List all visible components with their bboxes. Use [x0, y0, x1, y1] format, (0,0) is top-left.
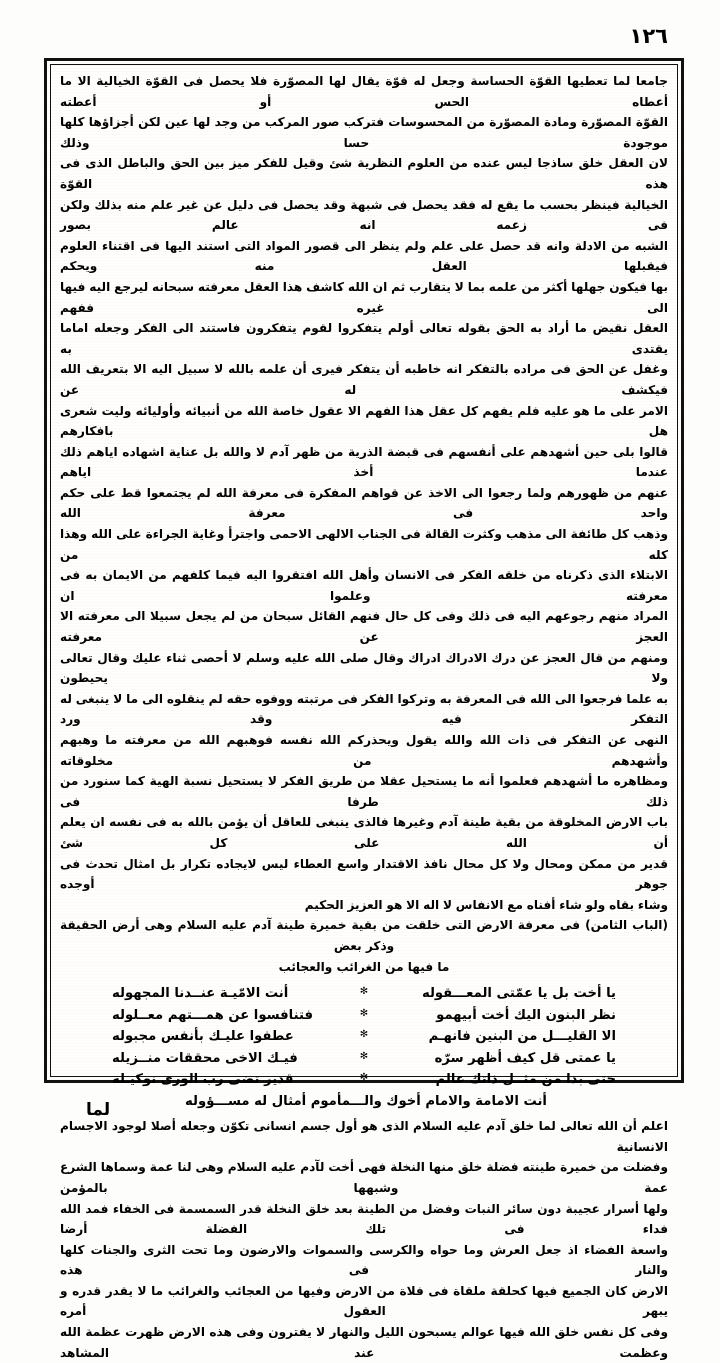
text-line: الابتلاء الذى ذكرناه من خلقه الفكر فى الانسان وأهل الله افتقروا اليه فيما كلفهم من الايمان به فى معرفته وعلموا ان — [60, 568, 668, 603]
text-line: الشبه من الادلة وانه قد حصل على علم ولم ينظر الى قصور المواد التى استند اليها فى اقتناء العلوم فيقبلها العقل منه ويحكم — [60, 238, 668, 274]
text-line: اعلم أن الله تعالى لما خلق آدم عليه السلام الذى هو أول جسم انسانى تكوّن وجعله أصلا لوجود الاجسام الانسانية — [60, 1119, 668, 1154]
text-line: ومظاهره ما أشهدهم فعلموا أنه ما يستحيل عقلا من طريق الفكر لا يستحيل نسبة الهية كما سنورد من ذلك طرفا فى — [60, 774, 668, 809]
text-line: عنهم من ظهورهم ولما رجعوا الى الاخذ عن قواهم المفكرة فى معرفة الله لم يجتمعوا قط على حكم واحد فى معرفة الله — [60, 485, 668, 521]
text-line: قالوا بلى حين أشهدهم على أنفسهم فى قبضة الذرية من ظهر آدم لا والله بل عناية اشهاده اياهم ذلك عندما أخذ اياهم — [60, 444, 668, 480]
text-line: به علما فرجعوا الى الله فى المعرفة به وتركوا الفكر فى مرتبته ووفوه حقه لم ينقلوه الى ما لا ينبغى له التفكر فيه وقد ورد — [60, 691, 668, 727]
hemistich-first: حتى بدا من مثــل ذاتك عالم — [435, 1072, 616, 1088]
text-line: ومنهم من قال العجز عن درك الادراك ادراك وقال صلى الله عليه وسلم لا أحصى ثناء عليك وقال تعالى ولا يحيطون — [60, 650, 668, 686]
text-line: العقل نقيض ما أراد به الحق بقوله تعالى أولم يتفكروا لقوم يتفكرون فاستند الى الفكر وجعله اماما يقتدى به — [60, 321, 668, 356]
text-line: الخيالية فينظر بحسب ما يقع له فقد يحصل فى شبهة وقد يحصل فى دليل عن غير علم منه بذلك ولكن فى زعمه انه عالم بصور — [60, 197, 668, 233]
hemistich-first: يا أخت بل يا عمّتى المعـــقوله — [421, 986, 616, 1002]
text-line: وذهب كل طائفة الى مذهب وكثرت القالة فى الجناب الالهى الاحمى واجترأ وغاية الجراءة على الله وهذا كله من — [60, 527, 668, 562]
verse-separator-icon: ✻ — [359, 1050, 369, 1062]
text-frame-inner — [50, 64, 678, 1360]
text-line: الامر على ما هو عليه فلم يفهم كل عقل هذا الفهم الا عقول خاصة الله من أنبيائه وأوليائه وليت شعرى هل بافكارهم — [60, 403, 668, 439]
chapter-subtitle: فى معرفة الارض التى خلقت من بقية خميرة طينة آدم عليه السلام وهى أرض الحقيقة وذكر بعض — [60, 918, 581, 953]
text-line: النهى عن التفكر فى ذات الله والله يقول ويحذركم الله نفسه فوهبهم الله من معرفته ما وهبهم وأشهدهم من مخلوقاته — [60, 733, 668, 768]
text-frame-outer — [44, 58, 684, 1360]
page-number: ١٢٦ — [629, 24, 668, 48]
catchword: لما — [86, 1100, 111, 1120]
hemistich-first: نظر البنون اليك أخت أبيهمو — [436, 1007, 616, 1023]
body-paragraph — [60, 71, 668, 915]
hemistich-first: أنت الامامة والامام أخوك والـــمأموم أمثال له مســـؤوله — [185, 1093, 547, 1109]
text-line: المراد منهم رجوعهم اليه فى ذلك وفى كل حال فنهم القائل سبحان من لم يجعل سبيلا الى معرفته الا العجز عن معرفته — [60, 609, 668, 645]
hemistich-first: يا عمتى قل كيف أظهر سرّه — [434, 1050, 616, 1066]
text-line: باب الارض المخلوقة من بقية طينة آدم وغيرها فالذى ينبغى للعاقل أن يؤمن بالله به فى نفسه ان يعلم أن الله على كل شئ — [60, 815, 668, 850]
text-line: واسعة الفضاء اذ جعل العرش وما حواه والكرسى والسموات والارضون وما تحت الثرى والجنات كلها والنار فى هذه — [60, 1242, 668, 1278]
hemistich-first: الا القليـــل من البنين فانهـم — [428, 1029, 616, 1045]
verse-separator-icon: ✻ — [359, 1007, 369, 1019]
text-line: الارض كان الجميع فيها كحلقة ملقاة فى فلاة من الارض وفيها من العجائب والغرائب ما لا يقدر قدره و يبهر العقول أمره — [60, 1283, 668, 1319]
verse-separator-icon: ✻ — [359, 986, 369, 998]
verse-line — [112, 1026, 616, 1048]
verse-line — [112, 1091, 616, 1113]
hemistich-second: أنت الامّيـة عنــدنا المجهوله — [112, 986, 289, 1002]
poem — [60, 983, 668, 1112]
text-line: وفى كل نفس خلق الله فيها عوالم يسبحون الليل والنهار لا يفترون وفى هذه الارض ظهرت عظمة الله وعظمت عند المشاهد — [60, 1325, 668, 1360]
hemistich-second: عطفوا عليـك بأنفس مجبوله — [112, 1029, 294, 1045]
verse-separator-icon: ✻ — [359, 1072, 369, 1084]
closing-paragraph — [60, 1116, 668, 1363]
chapter-subtitle-tail: ما فيها من الغرائب والعجائب — [278, 959, 450, 974]
verse-line — [112, 1005, 616, 1027]
text-line: بها فيكون جهلها أكثر من علمه بما لا يتقارب ثم ان الله كاشف هذا العقل معرفته سبحانه ليرجع اليه فيها الى غيره ففهم — [60, 279, 668, 315]
text-line: وغفل عن الحق فى مراده بالتفكر انه خاطبه أن يتفكر فيرى أن علمه بالله لا سبيل اليه الا بتعريف الله فيكشف له عن — [60, 362, 668, 397]
text-line: قدير من ممكن ومحال ولا كل محال نافذ الاقتدار واسع العطاء ليس لايجاده تكرار بل امثال تحدث فى جوهر أوجده — [60, 856, 668, 892]
verse-line — [112, 983, 616, 1005]
text-line: لان العقل خلق ساذجا ليس عنده من العلوم النظرية شئ وقيل للفكر ميز بين الحق والباطل الذى فى هذه القوّة — [60, 156, 668, 191]
text-block — [51, 65, 677, 1360]
verse-line — [112, 1069, 616, 1091]
hemistich-second: فتنافسوا عن همـــتهم معــلوله — [112, 1007, 314, 1023]
verse-separator-icon: ✻ — [359, 1029, 369, 1041]
verse-line — [112, 1048, 616, 1070]
text-line: وفضلت من خميرة طينته فضلة خلق منها النخلة فهى أخت لآدم عليه السلام وهى لنا عمة وسماها الشرع عمة وشبهها بالمؤمن — [60, 1160, 668, 1195]
text-line: القوّة المصوّرة ومادة المصوّرة من المحسوسات فتركب صور المركب من وجد لها عين لكن أجزاؤها كلها موجودة حسا وذلك — [60, 115, 668, 150]
text-line: ولها أسرار عجيبة دون سائر النبات وفضل من الطينة بعد خلق النخلة قدر السمسمة فى الخفاء فمد الله فداء فى تلك الفضلة أرضا — [60, 1201, 668, 1237]
chapter-title: (الباب الثامن) — [585, 918, 668, 933]
chapter-heading — [60, 915, 668, 977]
hemistich-second: قدير تضى رب الورى نوكيـله — [112, 1072, 294, 1088]
hemistich-second: فيـك الاخى محققات منــزيله — [112, 1050, 298, 1066]
text-line: وشاء بقاه ولو شاء أفناه مع الانفاس لا اله الا هو العزيز الحكيم — [304, 897, 668, 912]
text-line: جامعا لما تعطيها القوّة الحساسة وجعل له قوّة يقال لها المصوّرة فلا يحصل فى القوّة الخيالية الا ما أعطاه الحس أو أعطته — [60, 74, 668, 109]
